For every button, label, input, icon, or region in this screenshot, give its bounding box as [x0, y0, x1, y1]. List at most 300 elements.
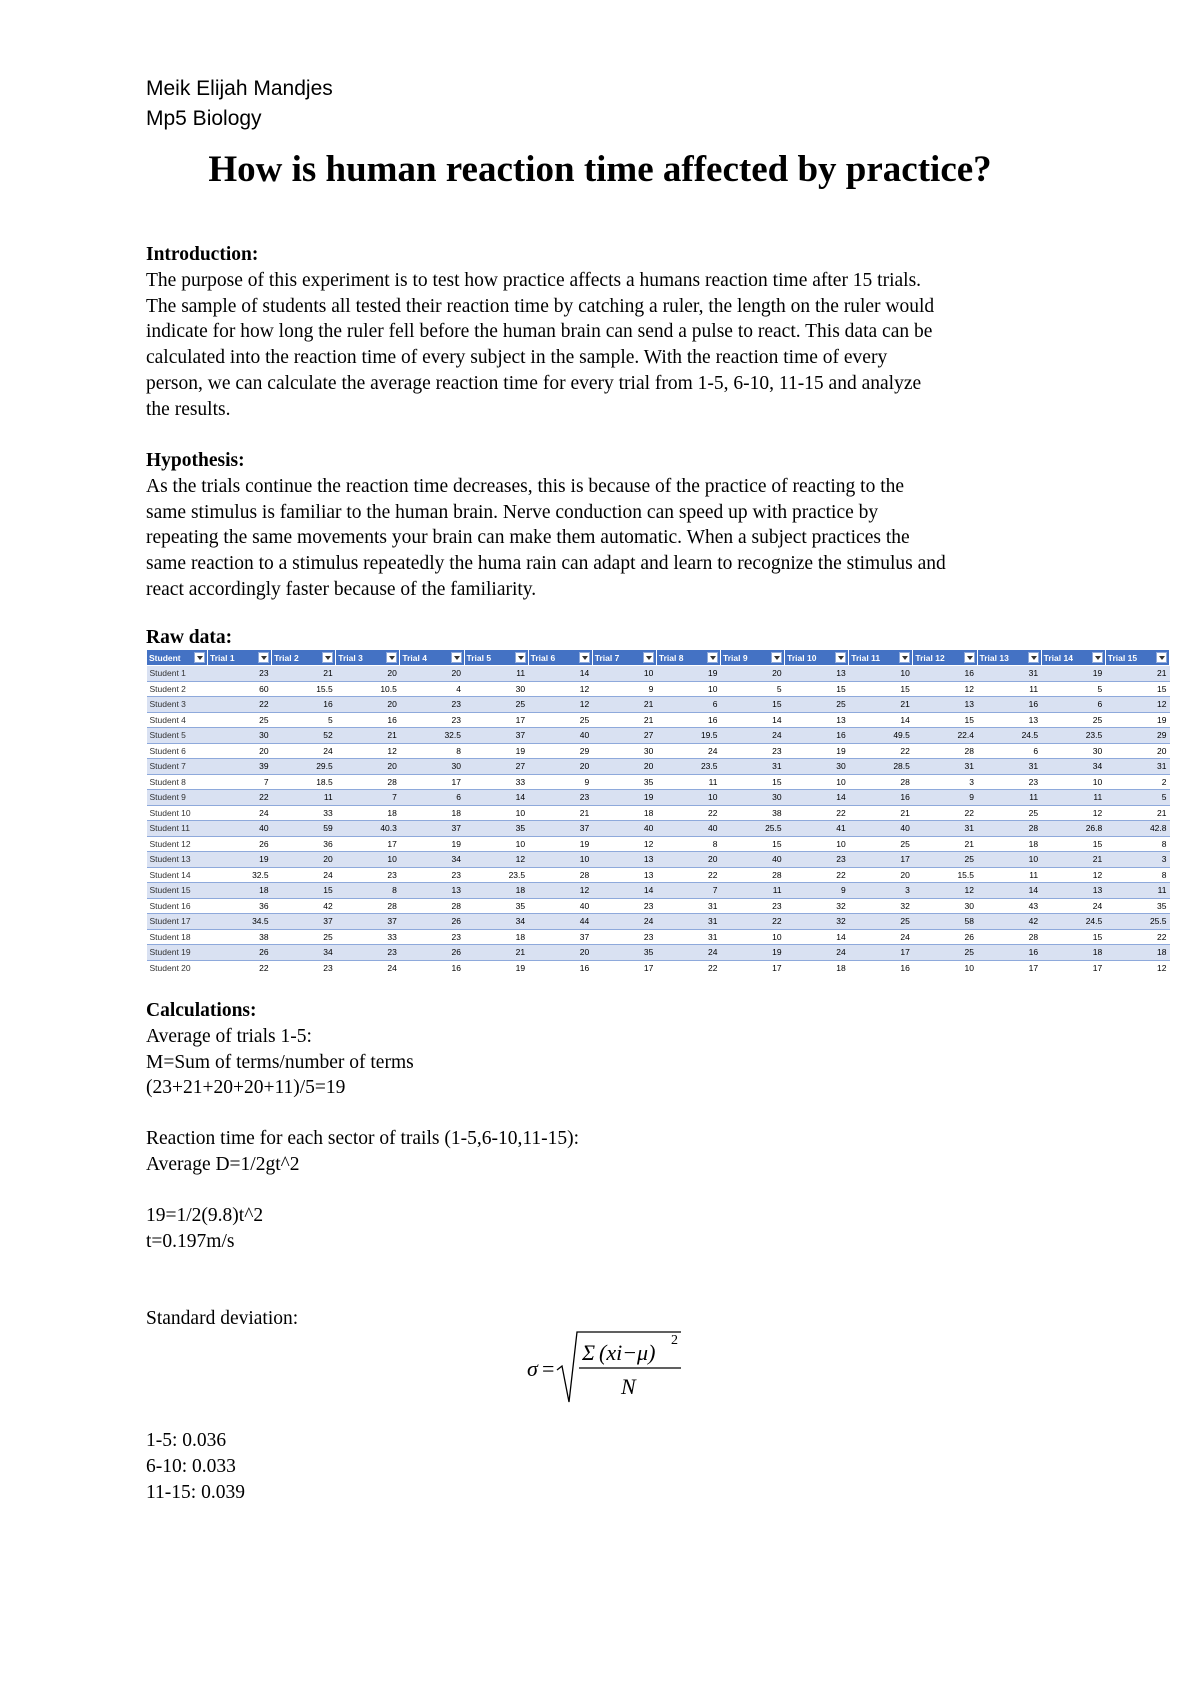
- column-header-trial[interactable]: [656, 650, 720, 666]
- trial-value-cell: 13: [1041, 883, 1105, 899]
- trial-value-cell: 19: [464, 960, 528, 975]
- trial-value-cell: 21: [913, 836, 977, 852]
- filter-dropdown-icon[interactable]: [964, 652, 975, 663]
- filter-dropdown-icon[interactable]: [771, 652, 782, 663]
- trial-value-cell: 43: [977, 898, 1041, 914]
- trial-value-cell: 19: [208, 852, 272, 868]
- column-header-label: Trial 13: [979, 652, 1009, 663]
- trial-value-cell: 18: [592, 805, 656, 821]
- trial-value-cell: 23: [528, 790, 592, 806]
- trial-value-cell: 12: [913, 883, 977, 899]
- trial-value-cell: 22: [208, 960, 272, 975]
- trial-value-cell: 25: [1041, 712, 1105, 728]
- trial-value-cell: 5: [1041, 681, 1105, 697]
- trial-value-cell: 24: [272, 867, 336, 883]
- trial-value-cell: 10: [464, 805, 528, 821]
- trial-value-cell: 21: [528, 805, 592, 821]
- column-header-label: Trial 15: [1107, 652, 1138, 663]
- trial-value-cell: 49.5: [849, 728, 913, 744]
- trial-value-cell: 42.8: [1105, 821, 1169, 837]
- trial-value-cell: 25: [849, 914, 913, 930]
- table-row: [147, 681, 1170, 697]
- trial-value-cell: 15.5: [272, 681, 336, 697]
- student-name-cell: Student 4: [147, 712, 208, 728]
- column-header-label: Trial 3: [338, 652, 363, 663]
- trial-value-cell: 30: [400, 759, 464, 775]
- trial-value-cell: 11: [464, 666, 528, 682]
- trial-value-cell: 23: [400, 697, 464, 713]
- trial-value-cell: 32: [849, 898, 913, 914]
- trial-value-cell: 12: [528, 697, 592, 713]
- trial-value-cell: 24: [849, 929, 913, 945]
- student-name-cell: Student 3: [147, 697, 208, 713]
- trial-value-cell: 33: [272, 805, 336, 821]
- filter-dropdown-icon[interactable]: [1028, 652, 1039, 663]
- table-body: [147, 666, 1170, 976]
- trial-value-cell: 28: [913, 743, 977, 759]
- trial-value-cell: 28: [400, 898, 464, 914]
- table-row: [147, 759, 1170, 775]
- trial-value-cell: 37: [336, 914, 400, 930]
- column-header-label: Trial 12: [915, 652, 945, 663]
- trial-value-cell: 16: [656, 712, 720, 728]
- trial-value-cell: 12: [336, 743, 400, 759]
- trial-value-cell: 16: [977, 945, 1041, 961]
- trial-value-cell: 12: [1041, 867, 1105, 883]
- class-name: Mp5 Biology: [146, 107, 262, 130]
- trial-value-cell: 23: [592, 898, 656, 914]
- trial-value-cell: 34.5: [208, 914, 272, 930]
- trial-value-cell: 13: [785, 712, 849, 728]
- trial-value-cell: 25: [785, 697, 849, 713]
- trial-value-cell: 39: [208, 759, 272, 775]
- trial-value-cell: 10: [849, 666, 913, 682]
- hypothesis-heading: Hypothesis:: [146, 450, 245, 471]
- trial-value-cell: 21: [464, 945, 528, 961]
- trial-value-cell: 2: [1105, 774, 1169, 790]
- trial-value-cell: 13: [913, 697, 977, 713]
- trial-value-cell: 18: [464, 929, 528, 945]
- raw-data-table: [146, 649, 1170, 975]
- trial-value-cell: 25.5: [721, 821, 785, 837]
- trial-value-cell: 20: [336, 697, 400, 713]
- trial-value-cell: 15.5: [913, 867, 977, 883]
- trial-value-cell: 23.5: [1041, 728, 1105, 744]
- trial-value-cell: 40: [592, 821, 656, 837]
- trial-value-cell: 8: [336, 883, 400, 899]
- trial-value-cell: 40: [849, 821, 913, 837]
- table-row: [147, 743, 1170, 759]
- trial-value-cell: 28: [849, 774, 913, 790]
- trial-value-cell: 10: [528, 852, 592, 868]
- filter-dropdown-icon[interactable]: [643, 652, 654, 663]
- trial-value-cell: 17: [849, 852, 913, 868]
- trial-value-cell: 31: [977, 759, 1041, 775]
- introduction-line: person, we can calculate the average reaction time for every trial from 1-5, 6-10, 11-15 and analyze: [146, 372, 922, 394]
- trial-value-cell: 25: [272, 929, 336, 945]
- trial-value-cell: 34: [400, 852, 464, 868]
- column-header-trial[interactable]: [272, 650, 336, 666]
- formula-denominator: N: [621, 1374, 636, 1399]
- trial-value-cell: 11: [1041, 790, 1105, 806]
- trial-value-cell: 23: [272, 960, 336, 975]
- student-name-cell: Student 20: [147, 960, 208, 975]
- column-header-label: Trial 5: [466, 652, 492, 663]
- trial-value-cell: 34: [464, 914, 528, 930]
- trial-value-cell: 58: [913, 914, 977, 930]
- trial-value-cell: 31: [656, 898, 720, 914]
- trial-value-cell: 18: [1041, 945, 1105, 961]
- trial-value-cell: 12: [913, 681, 977, 697]
- trial-value-cell: 18: [208, 883, 272, 899]
- trial-value-cell: 20: [528, 759, 592, 775]
- column-header-trial[interactable]: [336, 650, 400, 666]
- student-name-cell: Student 1: [147, 666, 208, 682]
- calc-line: M=Sum of terms/number of terms: [146, 1051, 414, 1073]
- trial-value-cell: 15: [272, 883, 336, 899]
- filter-dropdown-icon[interactable]: [1092, 652, 1103, 663]
- trial-value-cell: 18.5: [272, 774, 336, 790]
- table-row: [147, 929, 1170, 945]
- trial-value-cell: 23.5: [464, 867, 528, 883]
- raw-data-heading: Raw data:: [146, 627, 233, 648]
- trial-value-cell: 24: [336, 960, 400, 975]
- trial-value-cell: 31: [656, 914, 720, 930]
- trial-value-cell: 20: [592, 759, 656, 775]
- trial-value-cell: 12: [592, 836, 656, 852]
- trial-value-cell: 40: [528, 728, 592, 744]
- table-row: [147, 728, 1170, 744]
- std-deviation-formula: [527, 1326, 687, 1416]
- student-name-cell: Student 8: [147, 774, 208, 790]
- trial-value-cell: 24: [656, 945, 720, 961]
- trial-value-cell: 32.5: [400, 728, 464, 744]
- trial-value-cell: 14: [721, 712, 785, 728]
- student-name-cell: Student 16: [147, 898, 208, 914]
- trial-value-cell: 23: [336, 945, 400, 961]
- trial-value-cell: 18: [977, 836, 1041, 852]
- trial-value-cell: 40: [656, 821, 720, 837]
- calc-line: Reaction time for each sector of trails (1-5,6-10,11-15):: [146, 1128, 579, 1149]
- trial-value-cell: 32: [785, 898, 849, 914]
- trial-value-cell: 16: [977, 697, 1041, 713]
- trial-value-cell: 24: [272, 743, 336, 759]
- trial-value-cell: 24: [592, 914, 656, 930]
- filter-dropdown-icon[interactable]: [579, 652, 590, 663]
- trial-value-cell: 23: [977, 774, 1041, 790]
- trial-value-cell: 23: [592, 929, 656, 945]
- hypothesis-line: same stimulus is familiar to the human brain. Nerve conduction can speed up with practice by: [146, 501, 879, 523]
- trial-value-cell: 30: [785, 759, 849, 775]
- filter-dropdown-icon[interactable]: [899, 652, 910, 663]
- filter-dropdown-icon[interactable]: [707, 652, 718, 663]
- trial-value-cell: 16: [849, 960, 913, 975]
- trial-value-cell: 23: [400, 712, 464, 728]
- column-header-student[interactable]: [147, 650, 208, 666]
- trial-value-cell: 28: [977, 821, 1041, 837]
- trial-value-cell: 26: [400, 945, 464, 961]
- student-name-cell: Student 14: [147, 867, 208, 883]
- trial-value-cell: 10: [785, 836, 849, 852]
- trial-value-cell: 16: [528, 960, 592, 975]
- trial-value-cell: 19: [656, 666, 720, 682]
- trial-value-cell: 25: [977, 805, 1041, 821]
- trial-value-cell: 34: [272, 945, 336, 961]
- trial-value-cell: 19: [400, 836, 464, 852]
- trial-value-cell: 3: [913, 774, 977, 790]
- introduction-line: calculated into the reaction time of every subject in the sample. With the reaction time of every: [146, 347, 888, 369]
- trial-value-cell: 13: [785, 666, 849, 682]
- column-header-label: Trial 10: [787, 652, 817, 663]
- hypothesis-line: same reaction to a stimulus repeatedly the huma rain can adapt and learn to recognize the stimulus and: [146, 553, 946, 575]
- trial-value-cell: 7: [336, 790, 400, 806]
- trial-value-cell: 27: [464, 759, 528, 775]
- trial-value-cell: 24: [208, 805, 272, 821]
- trial-value-cell: 24: [721, 728, 785, 744]
- trial-value-cell: 17: [1041, 960, 1105, 975]
- trial-value-cell: 42: [272, 898, 336, 914]
- student-name-cell: Student 11: [147, 821, 208, 837]
- trial-value-cell: 20: [849, 867, 913, 883]
- std-result: 6-10: 0.033: [146, 1455, 236, 1477]
- trial-value-cell: 11: [977, 867, 1041, 883]
- trial-value-cell: 22: [721, 914, 785, 930]
- filter-dropdown-icon[interactable]: [258, 652, 269, 663]
- trial-value-cell: 33: [464, 774, 528, 790]
- trial-value-cell: 26: [400, 914, 464, 930]
- table-row: [147, 697, 1170, 713]
- trial-value-cell: 33: [336, 929, 400, 945]
- column-header-trial[interactable]: [208, 650, 272, 666]
- filter-dropdown-icon[interactable]: [386, 652, 397, 663]
- trial-value-cell: 25: [528, 712, 592, 728]
- trial-value-cell: 19: [592, 790, 656, 806]
- filter-dropdown-icon[interactable]: [1156, 652, 1167, 663]
- table-row: [147, 914, 1170, 930]
- student-name-cell: Student 18: [147, 929, 208, 945]
- trial-value-cell: 10: [656, 790, 720, 806]
- student-name-cell: Student 5: [147, 728, 208, 744]
- column-header-trial[interactable]: [1041, 650, 1105, 666]
- trial-value-cell: 14: [849, 712, 913, 728]
- table-row: [147, 945, 1170, 961]
- trial-value-cell: 21: [272, 666, 336, 682]
- trial-value-cell: 25.5: [1105, 914, 1169, 930]
- trial-value-cell: 24.5: [977, 728, 1041, 744]
- trial-value-cell: 8: [400, 743, 464, 759]
- column-header-trial[interactable]: [592, 650, 656, 666]
- table-row: [147, 774, 1170, 790]
- trial-value-cell: 12: [464, 852, 528, 868]
- formula-numerator: (xi−μ): [599, 1340, 656, 1365]
- introduction-line: the results.: [146, 398, 231, 420]
- trial-value-cell: 11: [1105, 883, 1169, 899]
- std-results-section: [146, 1428, 1086, 1505]
- trial-value-cell: 20: [1105, 743, 1169, 759]
- column-header-trial[interactable]: [785, 650, 849, 666]
- column-header-label: Trial 14: [1043, 652, 1073, 663]
- calc-line: 19=1/2(9.8)t^2: [146, 1205, 264, 1226]
- filter-dropdown-icon[interactable]: [835, 652, 846, 663]
- student-name-cell: Student 15: [147, 883, 208, 899]
- table-row: [147, 805, 1170, 821]
- trial-value-cell: 35: [592, 774, 656, 790]
- trial-value-cell: 5: [721, 681, 785, 697]
- formula-equals: =: [542, 1356, 555, 1381]
- trial-value-cell: 6: [1041, 697, 1105, 713]
- trial-value-cell: 18: [336, 805, 400, 821]
- trial-value-cell: 5: [272, 712, 336, 728]
- trial-value-cell: 16: [785, 728, 849, 744]
- trial-value-cell: 10: [592, 666, 656, 682]
- trial-value-cell: 12: [1105, 697, 1169, 713]
- table-row: [147, 883, 1170, 899]
- trial-value-cell: 12: [528, 681, 592, 697]
- trial-value-cell: 19.5: [656, 728, 720, 744]
- trial-value-cell: 21: [1105, 805, 1169, 821]
- trial-value-cell: 35: [592, 945, 656, 961]
- trial-value-cell: 5: [1105, 790, 1169, 806]
- trial-value-cell: 15: [913, 712, 977, 728]
- trial-value-cell: 9: [592, 681, 656, 697]
- trial-value-cell: 10: [464, 836, 528, 852]
- filter-dropdown-icon[interactable]: [194, 652, 205, 663]
- column-header-label: Trial 7: [594, 652, 620, 663]
- trial-value-cell: 11: [721, 883, 785, 899]
- trial-value-cell: 29.5: [272, 759, 336, 775]
- table-row: [147, 898, 1170, 914]
- trial-value-cell: 19: [528, 836, 592, 852]
- trial-value-cell: 10: [721, 929, 785, 945]
- trial-value-cell: 10: [785, 774, 849, 790]
- student-name-cell: Student 12: [147, 836, 208, 852]
- trial-value-cell: 28: [336, 774, 400, 790]
- trial-value-cell: 35: [1105, 898, 1169, 914]
- trial-value-cell: 22: [208, 697, 272, 713]
- student-name-cell: Student 9: [147, 790, 208, 806]
- filter-dropdown-icon[interactable]: [322, 652, 333, 663]
- column-header-label: Student: [149, 652, 181, 663]
- table-row: [147, 960, 1170, 975]
- trial-value-cell: 10: [913, 960, 977, 975]
- trial-value-cell: 30: [592, 743, 656, 759]
- trial-value-cell: 26: [913, 929, 977, 945]
- trial-value-cell: 26.8: [1041, 821, 1105, 837]
- trial-value-cell: 36: [272, 836, 336, 852]
- trial-value-cell: 28: [528, 867, 592, 883]
- author-name: Meik Elijah Mandjes: [146, 77, 333, 100]
- trial-value-cell: 31: [1105, 759, 1169, 775]
- calc-line: t=0.197m/s: [146, 1230, 235, 1252]
- trial-value-cell: 23: [721, 898, 785, 914]
- trial-value-cell: 24: [1041, 898, 1105, 914]
- trial-value-cell: 21: [592, 697, 656, 713]
- column-header-trial[interactable]: [721, 650, 785, 666]
- trial-value-cell: 20: [272, 852, 336, 868]
- trial-value-cell: 26: [208, 836, 272, 852]
- trial-value-cell: 22: [913, 805, 977, 821]
- column-header-trial[interactable]: [528, 650, 592, 666]
- author-block: [146, 74, 333, 134]
- trial-value-cell: 37: [528, 929, 592, 945]
- trial-value-cell: 15: [785, 681, 849, 697]
- introduction-heading: Introduction:: [146, 244, 259, 265]
- trial-value-cell: 15: [721, 836, 785, 852]
- trial-value-cell: 18: [1105, 945, 1169, 961]
- trial-value-cell: 41: [785, 821, 849, 837]
- column-header-label: Trial 9: [723, 652, 748, 663]
- trial-value-cell: 17: [400, 774, 464, 790]
- trial-value-cell: 37: [528, 821, 592, 837]
- trial-value-cell: 52: [272, 728, 336, 744]
- trial-value-cell: 6: [656, 697, 720, 713]
- trial-value-cell: 23: [208, 666, 272, 682]
- raw-data-table-wrap: [146, 649, 1170, 975]
- trial-value-cell: 25: [849, 836, 913, 852]
- column-header-label: Trial 8: [658, 652, 684, 663]
- column-header-trial[interactable]: [913, 650, 977, 666]
- trial-value-cell: 23: [721, 743, 785, 759]
- column-header-trial[interactable]: [977, 650, 1041, 666]
- trial-value-cell: 26: [208, 945, 272, 961]
- trial-value-cell: 23.5: [656, 759, 720, 775]
- table-header-row: [147, 650, 1170, 666]
- table-row: [147, 836, 1170, 852]
- trial-value-cell: 40: [721, 852, 785, 868]
- trial-value-cell: 30: [464, 681, 528, 697]
- trial-value-cell: 30: [1041, 743, 1105, 759]
- hypothesis-line: repeating the same movements your brain can make them automatic. When a subject practices the: [146, 527, 910, 549]
- trial-value-cell: 23: [400, 929, 464, 945]
- student-name-cell: Student 19: [147, 945, 208, 961]
- trial-value-cell: 10: [656, 681, 720, 697]
- trial-value-cell: 42: [977, 914, 1041, 930]
- trial-value-cell: 24.5: [1041, 914, 1105, 930]
- trial-value-cell: 10: [977, 852, 1041, 868]
- trial-value-cell: 14: [785, 929, 849, 945]
- filter-dropdown-icon[interactable]: [515, 652, 526, 663]
- std-result: 1-5: 0.036: [146, 1430, 227, 1451]
- trial-value-cell: 11: [977, 681, 1041, 697]
- trial-value-cell: 18: [400, 805, 464, 821]
- column-header-label: Trial 6: [530, 652, 556, 663]
- introduction-line: The sample of students all tested their reaction time by catching a ruler, the length on the ruler would: [146, 295, 935, 317]
- introduction-line: The purpose of this experiment is to test how practice affects a humans reaction time after 15 trials.: [146, 269, 922, 291]
- trial-value-cell: 12: [1041, 805, 1105, 821]
- trial-value-cell: 18: [464, 883, 528, 899]
- column-header-trial[interactable]: [400, 650, 464, 666]
- trial-value-cell: 28: [336, 898, 400, 914]
- filter-dropdown-icon[interactable]: [451, 652, 462, 663]
- raw-data-section: [146, 625, 1086, 651]
- trial-value-cell: 4: [400, 681, 464, 697]
- column-header-trial[interactable]: [464, 650, 528, 666]
- trial-value-cell: 20: [400, 666, 464, 682]
- introduction-section: [146, 242, 1086, 423]
- column-header-trial[interactable]: [1105, 650, 1169, 666]
- trial-value-cell: 38: [721, 805, 785, 821]
- trial-value-cell: 21: [849, 805, 913, 821]
- trial-value-cell: 14: [592, 883, 656, 899]
- trial-value-cell: 37: [400, 821, 464, 837]
- trial-value-cell: 3: [1105, 852, 1169, 868]
- column-header-trial[interactable]: [849, 650, 913, 666]
- trial-value-cell: 30: [721, 790, 785, 806]
- trial-value-cell: 11: [656, 774, 720, 790]
- student-name-cell: Student 13: [147, 852, 208, 868]
- trial-value-cell: 6: [977, 743, 1041, 759]
- student-name-cell: Student 6: [147, 743, 208, 759]
